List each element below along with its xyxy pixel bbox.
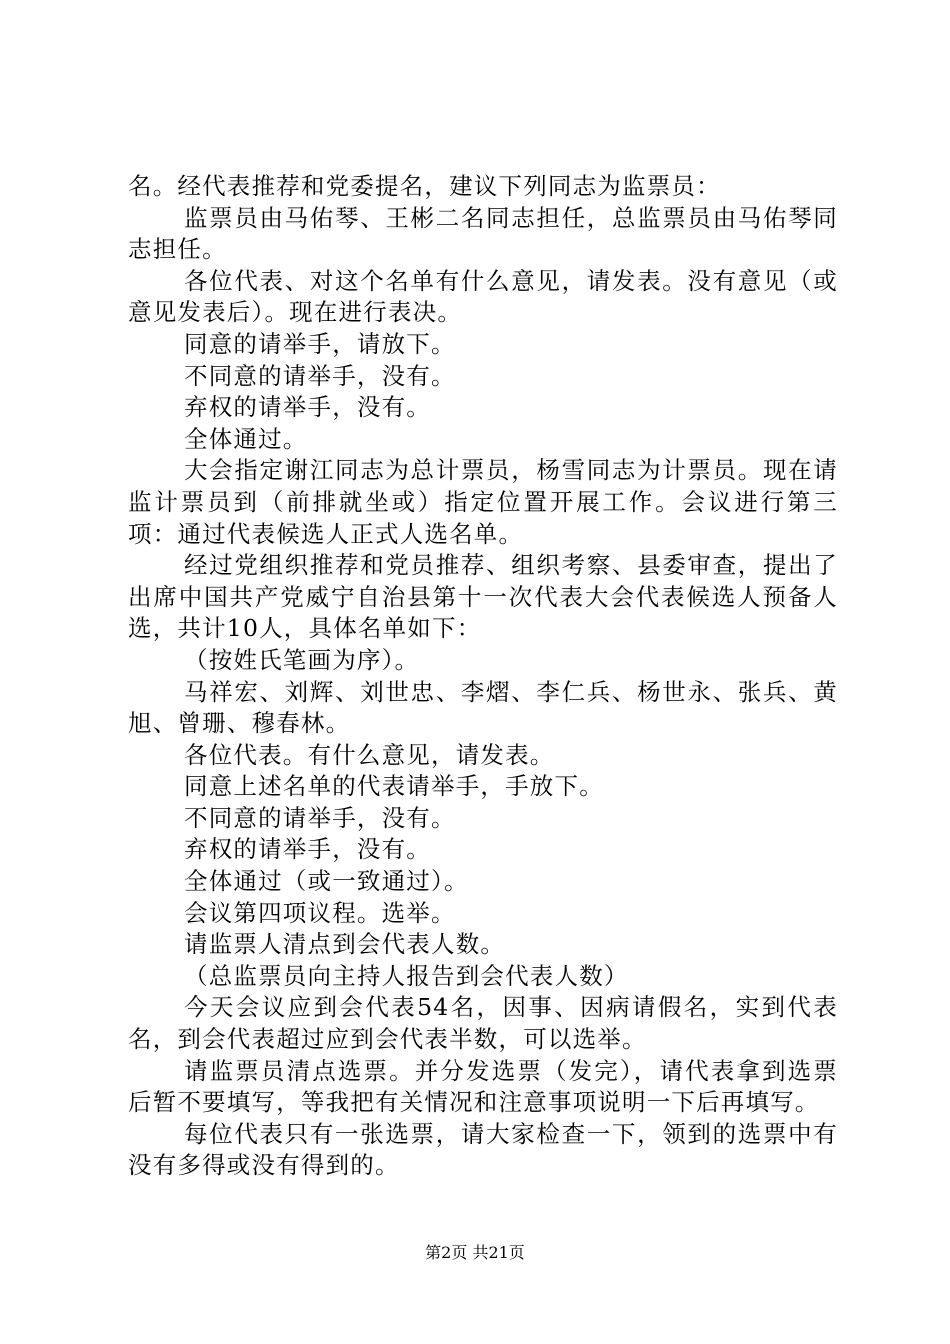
paragraph: 每位代表只有一张选票，请大家检查一下，领到的选票中有没有多得或没有得到的。	[128, 1119, 838, 1180]
paragraph: 全体通过。	[184, 424, 308, 453]
paragraph: （按姓氏笔画为序）。	[184, 645, 420, 674]
paragraph: 同意上述名单的代表请举手，手放下。	[184, 772, 604, 801]
paragraph: 今天会议应到会代表54名，因事、因病请假名，实到代表名，到会代表超过应到会代表半数，可以选举。	[128, 993, 838, 1054]
paragraph: 经过党组织推荐和党员推荐、组织考察、县委审查，提出了出席中国共产党威宁自治县第十一次代表大会代表候选人预备人选，共计10人，具体名单如下：	[128, 551, 838, 643]
paragraph: 不同意的请举手，没有。	[184, 803, 456, 832]
paragraph: 监票员由马佑琴、王彬二名同志担任，总监票员由马佑琴同志担任。	[128, 203, 838, 264]
paragraph: （总监票员向主持人报告到会代表人数）	[184, 961, 629, 990]
document-body	[128, 171, 838, 1182]
paragraph: 大会指定谢江同志为总计票员，杨雪同志为计票员。现在请监计票员到（前排就坐或）指定位置开展工作。会议进行第三项：通过代表候选人正式人选名单。	[128, 456, 838, 548]
page-footer: 第2页 共21页	[425, 1243, 525, 1262]
paragraph: 名。经代表推荐和党委提名，建议下列同志为监票员：	[128, 172, 721, 200]
paragraph: 同意的请举手，请放下。	[184, 329, 456, 358]
paragraph: 会议第四项议程。选举。	[184, 898, 456, 927]
paragraph: 弃权的请举手，没有。	[184, 393, 431, 422]
paragraph: 请监票人清点到会代表人数。	[184, 930, 506, 959]
paragraph: 全体通过（或一致通过）。	[184, 867, 469, 896]
paragraph: 不同意的请举手，没有。	[184, 361, 456, 390]
paragraph: 各位代表。有什么意见，请发表。	[184, 740, 555, 769]
paragraph: 弃权的请举手，没有。	[184, 835, 431, 864]
paragraph: 马祥宏、刘辉、刘世忠、李熠、李仁兵、杨世永、张兵、黄旭、曾珊、穆春林。	[128, 677, 838, 738]
paragraph: 请监票员清点选票。并分发选票（发完），请代表拿到选票后暂不要填写，等我把有关情况和注意事项说明一下后再填写。	[128, 1056, 838, 1117]
paragraph: 各位代表、对这个名单有什么意见，请发表。没有意见（或意见发表后）。现在进行表决。	[128, 266, 838, 327]
